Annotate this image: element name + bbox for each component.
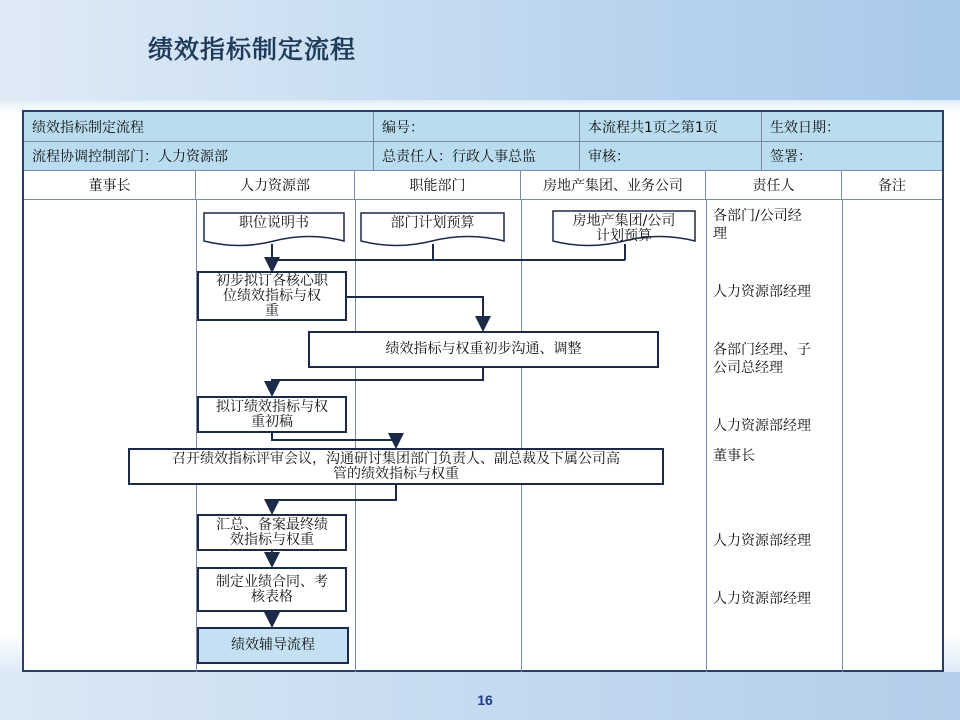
lane-header-chairman: 董事长 [24,171,196,200]
step-coaching-process [197,627,349,664]
responsible-line: 各部门/公司经 [713,208,802,224]
document-job-description [203,212,345,248]
process-name-cell: 绩效指标制定流程 [24,112,374,142]
code-cell: 编号： [374,112,580,142]
step-initial-communication [308,331,659,368]
lane-header-responsible: 责任人 [706,171,842,200]
step-label [216,400,328,430]
responsible-hr-manager: 人力资源部经理 [713,591,811,607]
sign-cell: 签署： [762,142,942,171]
responsible-hr-manager: 人力资源部经理 [713,533,811,549]
step-label-line: 效指标与权重 [230,531,314,548]
step-label-line: 拟订绩效指标与权 [216,398,328,415]
connector-arrow [272,368,483,395]
step-label [172,452,620,482]
review-cell: 审核： [580,142,762,171]
step-summarize-record [197,514,347,551]
step-label-line: 召开绩效指标评审会议，沟通研讨集团部门负责人、副总裁及下属公司高 [172,450,620,467]
step-label-line: 位绩效指标与权 [223,287,321,304]
responsible-line: 理 [713,226,727,242]
step-label-line: 重初稿 [251,413,293,430]
step-label-line: 制定业绩合同、考 [216,573,328,590]
step-review-meeting [128,448,664,485]
page-info-cell: 本流程共1页之第1页 [580,112,762,142]
step-label: 绩效辅导流程 [231,637,315,653]
lane-header-group-companies: 房地产集团、业务公司 [521,171,706,200]
step-label [216,518,328,548]
responsible-line: 公司总经理 [713,360,783,376]
responsible-dept-subsidiary-manager [713,341,831,377]
responsible-dept-company-manager [713,207,831,243]
document-group-budget [552,210,696,248]
owner-cell: 总责任人：行政人事总监 [374,142,580,171]
step-label-line: 核表格 [251,588,293,605]
step-label [216,274,328,319]
step-performance-contract [197,567,347,612]
document-label [573,214,676,244]
connector-arrow [346,297,483,330]
lane-header-remarks: 备注 [842,171,942,200]
lane-header-hr: 人力资源部 [196,171,355,200]
responsible-chairman: 董事长 [713,448,755,464]
step-label-line: 重 [265,302,279,319]
control-dept-cell: 流程协调控制部门：人力资源部 [24,142,374,171]
connector-arrow [272,485,396,513]
slide-title: 绩效指标制定流程 [148,35,357,64]
document-label: 部门计划预算 [390,215,475,231]
lane-header-functional-dept: 职能部门 [355,171,521,200]
document-label-line: 计划预算 [596,228,652,244]
responsible-line: 各部门经理、子 [713,342,811,358]
document-label-line: 房地产集团/公司 [572,213,676,229]
document-dept-budget [360,212,505,248]
step-label-line: 管的绩效指标与权重 [333,465,459,482]
step-draft-indicators [197,396,347,433]
step-label: 绩效指标与权重初步沟通、调整 [385,341,582,357]
responsible-hr-manager: 人力资源部经理 [713,418,811,434]
responsible-hr-manager: 人力资源部经理 [713,284,811,300]
step-label-line: 汇总、备案最终绩 [216,516,328,533]
page-number: 16 [477,692,493,708]
document-label: 职位说明书 [239,215,309,231]
step-label [216,575,328,605]
connector-arrow [272,433,396,447]
effective-date-cell: 生效日期： [762,112,942,142]
step-draft-initial-indicators [197,271,347,321]
step-label-line: 初步拟订各核心职 [216,272,328,289]
